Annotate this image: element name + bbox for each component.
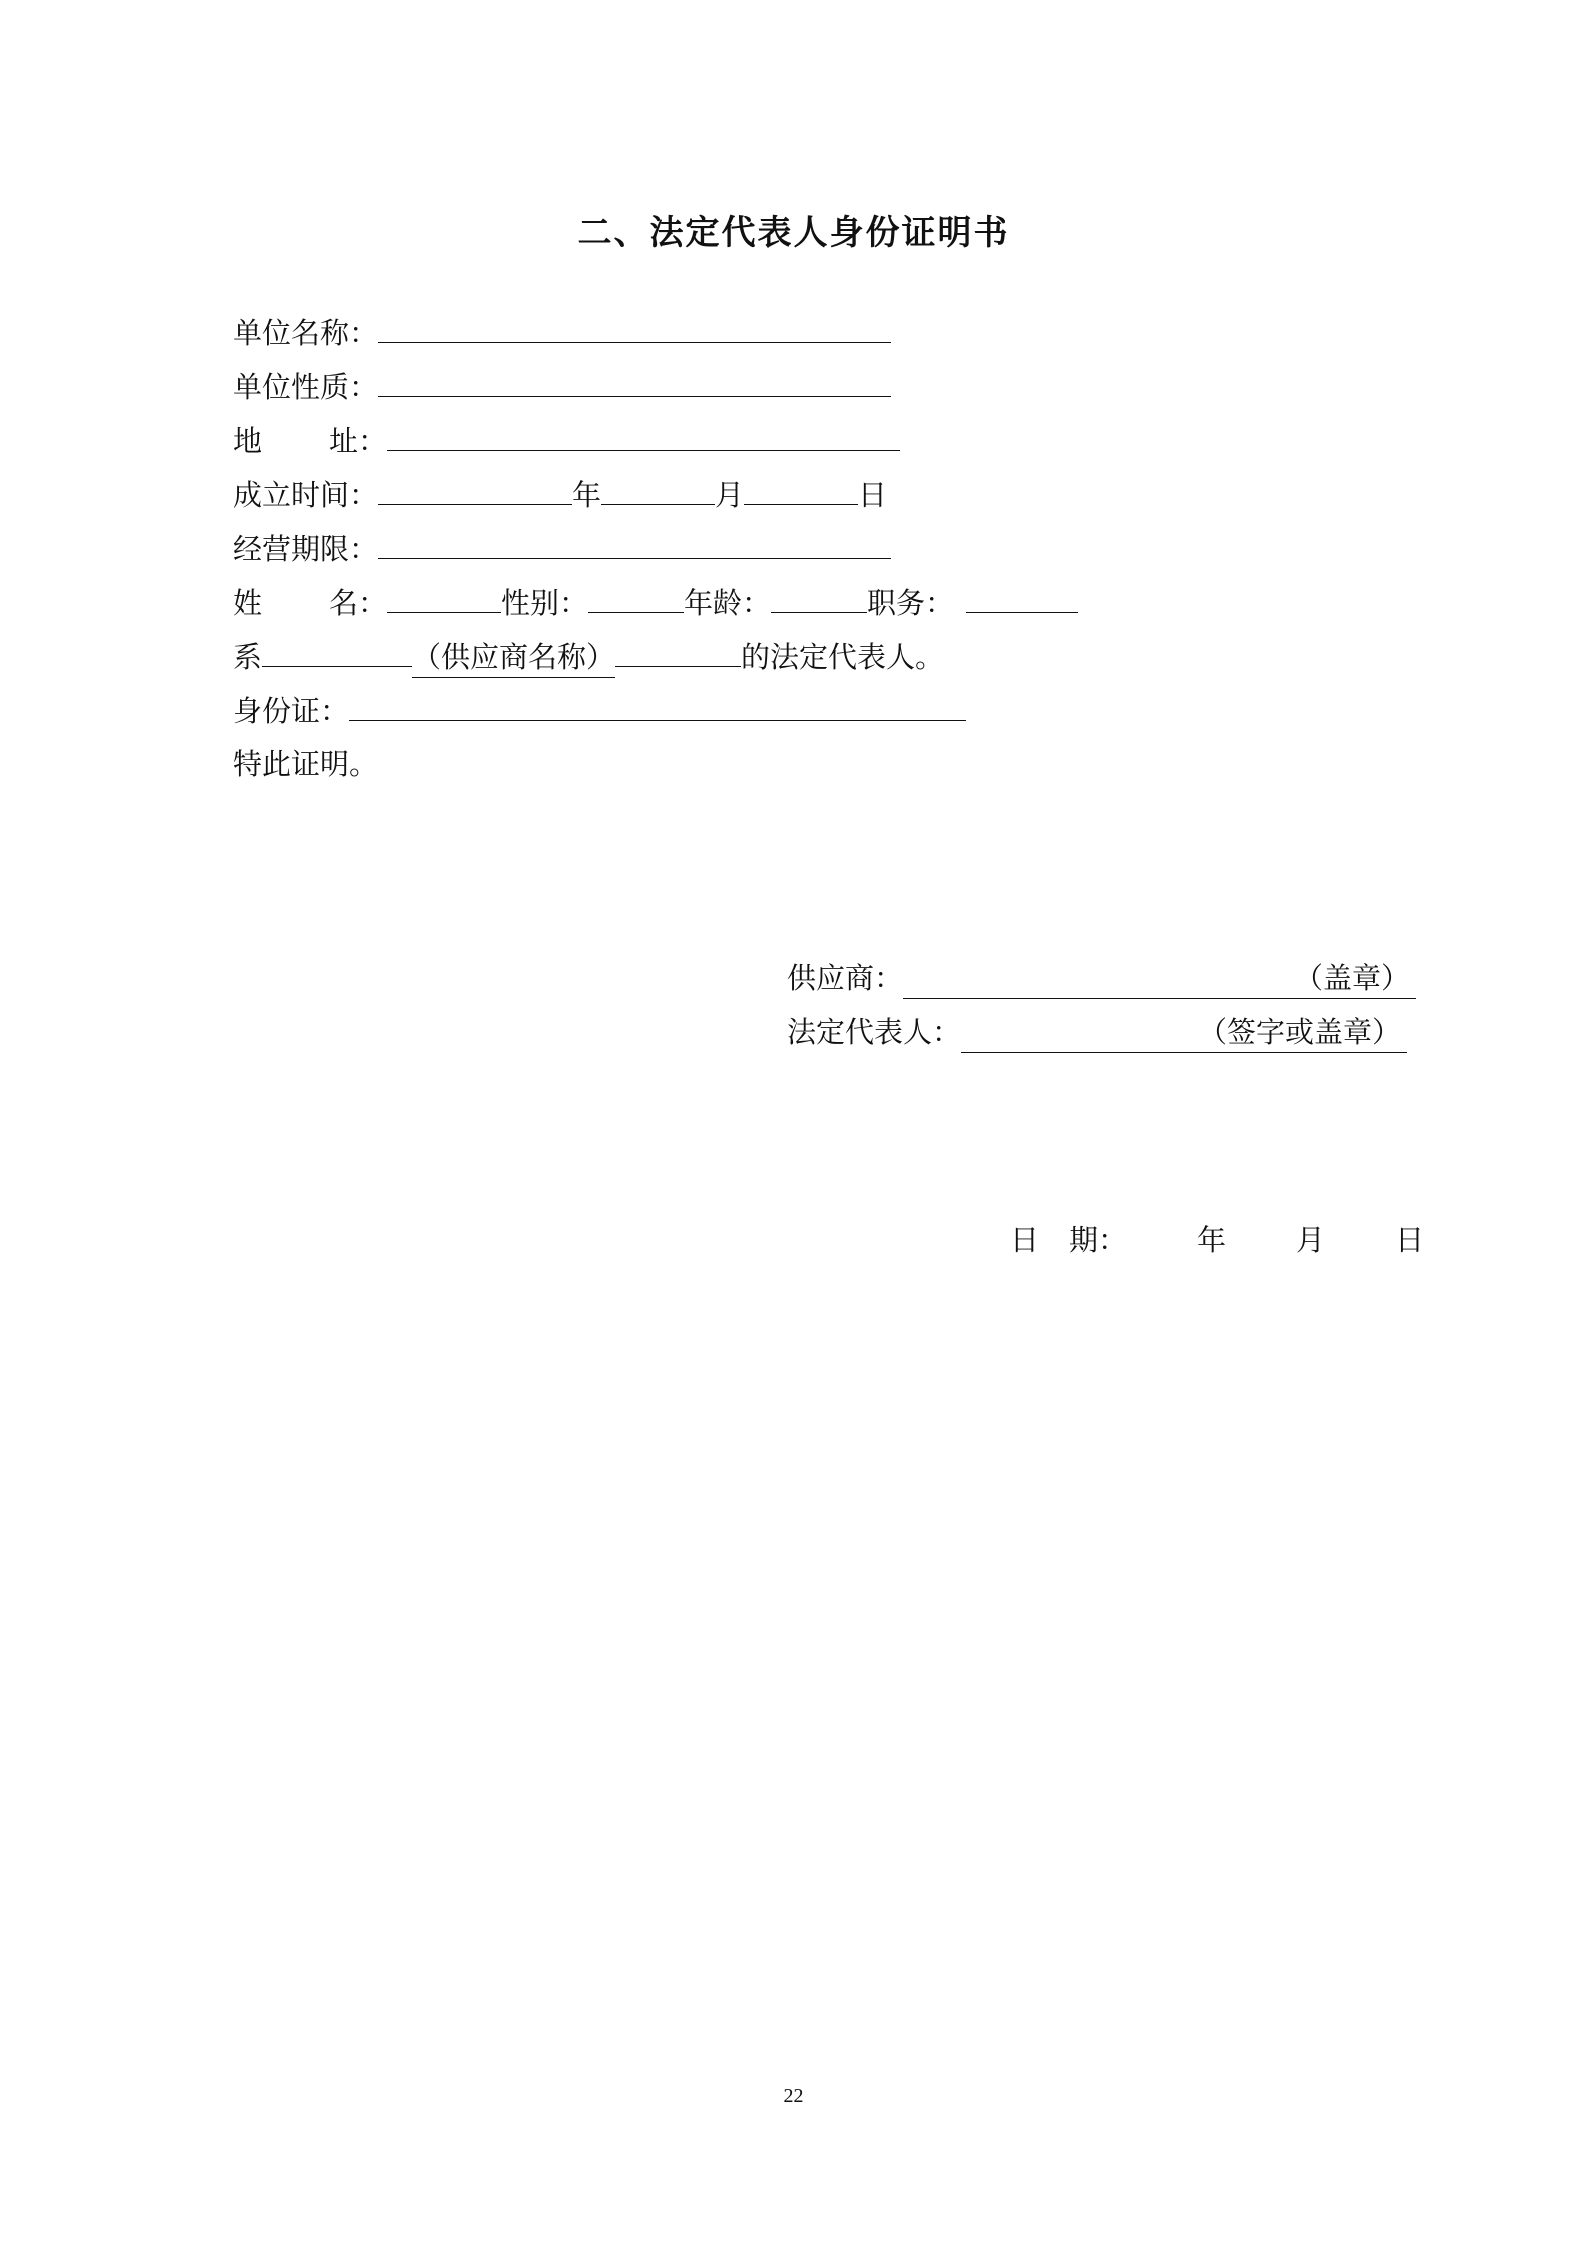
id-label: 身份证： [233,694,350,728]
established-month-label: 月 [715,478,745,512]
established-label: 成立时间： [233,478,379,512]
established-day-field[interactable] [744,474,858,505]
established-row [233,474,887,514]
id-row [233,690,966,730]
supplier-name-hint: （供应商名称） [412,637,615,678]
page-number: 22 [783,2085,804,2107]
relation-row [233,636,944,676]
position-field[interactable] [966,582,1078,613]
rep-sign-row [787,1012,1407,1052]
unit-nature-row [233,366,891,406]
date-day-label: 日 [1395,1223,1425,1257]
name-field[interactable] [387,582,501,613]
supplier-label: 供应商： [787,961,904,995]
date-label-b: 期： [1069,1223,1128,1257]
certify-text: 特此证明。 [233,747,379,781]
person-row [233,582,1078,622]
supplier-sign-row [787,958,1416,998]
relation-prefix: 系 [233,640,263,674]
date-month-label: 月 [1296,1223,1326,1257]
relation-field-a[interactable] [262,636,412,667]
name-label-b: 名： [329,586,388,620]
term-field[interactable] [378,528,891,559]
established-year-label: 年 [572,478,602,512]
age-label: 年龄： [684,586,772,620]
established-year-field[interactable] [378,474,572,505]
address-label-a: 地 [233,424,263,458]
unit-nature-label: 单位性质： [233,370,379,404]
gender-label: 性别： [501,586,589,620]
address-field[interactable] [387,420,900,451]
unit-name-row [233,312,891,352]
gender-field[interactable] [588,582,684,613]
rep-label: 法定代表人： [787,1015,962,1049]
term-label: 经营期限： [233,532,379,566]
date-row [1010,1220,1424,1260]
relation-field-b[interactable] [615,636,741,667]
page-title: 二、法定代表人身份证明书 [577,213,1010,253]
rep-sign-field[interactable] [961,1012,1407,1053]
unit-name-label: 单位名称： [233,316,379,350]
id-field[interactable] [349,690,966,721]
term-row [233,528,891,568]
unit-nature-field[interactable] [378,366,891,397]
seal-hint: （盖章） [1294,961,1411,995]
sign-or-seal-hint: （签字或盖章） [1198,1015,1402,1049]
date-year-label: 年 [1197,1223,1227,1257]
relation-suffix: 的法定代表人。 [741,640,945,674]
position-label: 职务： [867,586,955,620]
established-day-label: 日 [858,478,888,512]
established-month-field[interactable] [601,474,715,505]
supplier-seal-field[interactable] [903,958,1416,999]
address-label-b: 址： [329,424,388,458]
name-label-a: 姓 [233,586,263,620]
certify-row [233,744,378,784]
unit-name-field[interactable] [378,312,891,343]
age-field[interactable] [771,582,867,613]
date-label-a: 日 [1010,1223,1040,1257]
address-row [233,420,900,460]
